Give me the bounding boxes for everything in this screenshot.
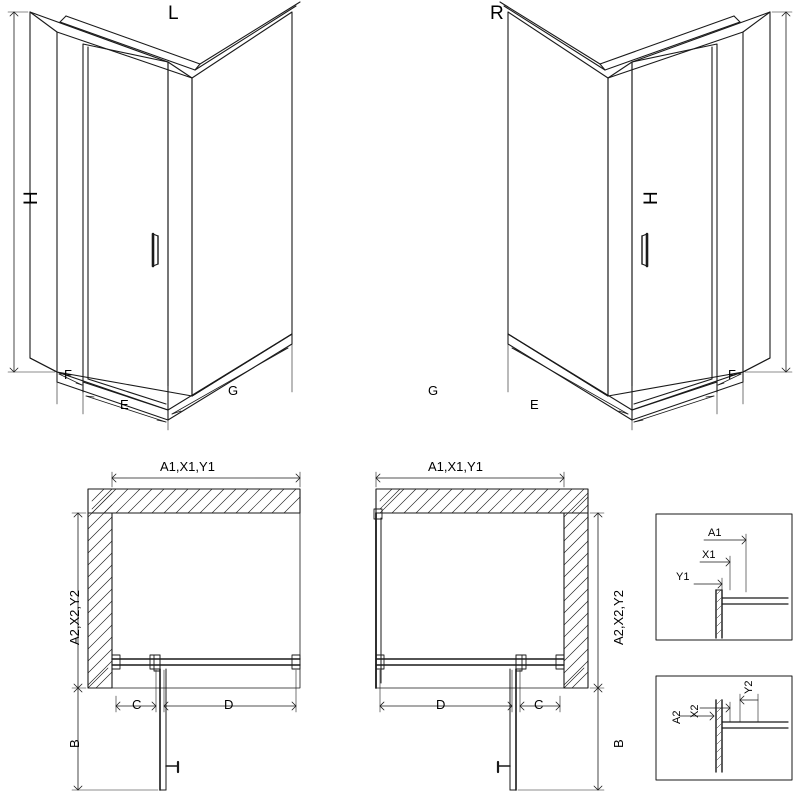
detail-label-y1: Y1 <box>676 571 690 583</box>
detail-label-x2: X2 <box>689 704 701 718</box>
dim-label-e-left: E <box>120 397 129 412</box>
dim-label-a2x2y2-right: A2,X2,Y2 <box>611 590 626 645</box>
dim-label-a2x2y2-left: A2,X2,Y2 <box>67 590 82 645</box>
detail-label-a2: A2 <box>671 710 683 724</box>
dim-label-b-left: B <box>67 739 82 748</box>
dim-label-e-right: E <box>530 397 539 412</box>
plan-left-view <box>72 472 300 790</box>
iso-left-view <box>8 2 300 430</box>
dim-label-d-left: D <box>224 697 234 712</box>
dim-label-c-left: C <box>132 697 142 712</box>
dim-label-h-left: H <box>21 191 42 205</box>
detail-label-y2: Y2 <box>743 680 755 694</box>
dim-label-b-right: B <box>611 739 626 748</box>
dim-label-c-right: C <box>534 697 544 712</box>
dim-label-h-right: H <box>641 191 662 205</box>
dim-label-g-left: G <box>228 383 239 398</box>
detail-label-a1: A1 <box>708 527 722 539</box>
view-name-left: L <box>168 3 179 24</box>
view-name-right: R <box>490 3 504 24</box>
detail-label-x1: X1 <box>702 549 716 561</box>
dim-label-a1x1y1-left: A1,X1,Y1 <box>160 459 215 474</box>
detail-bottom-box <box>656 676 792 780</box>
dim-label-a1x1y1-right: A1,X1,Y1 <box>428 459 483 474</box>
dim-label-f-left: F <box>64 367 72 382</box>
iso-right-view <box>500 2 792 430</box>
dim-label-d-right: D <box>436 697 446 712</box>
dim-label-f-right: F <box>728 367 736 382</box>
dim-label-g-right: G <box>428 383 439 398</box>
plan-right-view <box>374 472 604 790</box>
